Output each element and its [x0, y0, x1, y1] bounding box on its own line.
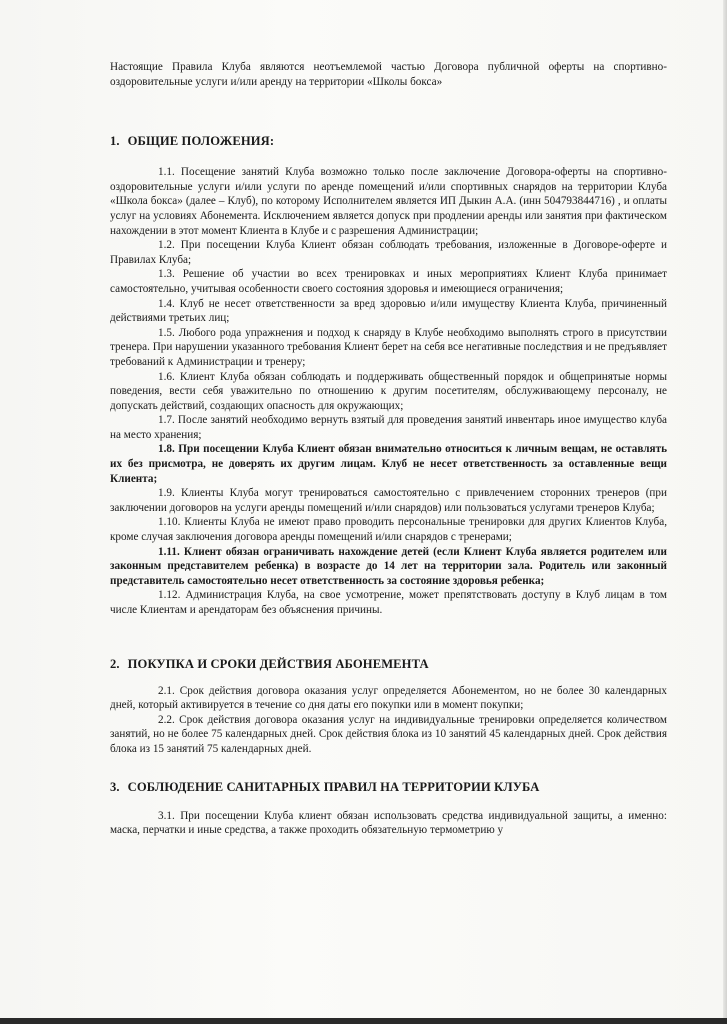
section-title: ОБЩИЕ ПОЛОЖЕНИЯ:	[127, 134, 275, 149]
clause-1-9: 1.9. Клиенты Клуба могут тренироваться самостоятельно с привлечением сторонних тренеров (при заключении договоров на услуги аренды помещений и/или снарядов) или пользоваться услугами тренеров Клуба;	[110, 487, 667, 514]
clause-2-1: 2.1. Срок действия договора оказания услуг определяется Абонементом, но не более 30 календарных дней, который активируется в течение со дня даты его покупки или в момент покупки;	[110, 684, 667, 712]
clause-1-2: 1.2. При посещении Клуба Клиент обязан соблюдать требования, изложенные в Договоре-оферте и Правилах Клуба;	[110, 239, 667, 266]
clause-1-1: 1.1. Посещение занятий Клуба возможно только после заключение Договора-оферты на спортивно-оздоровительные услуги и/или услуги по аренде помещений и/или спортивных снарядов на территории Клуба «Школа бокса» (далее – Клуб), по которому Исполнителем является ИП Дыкин А.А. (инн 504793844716) , и оплаты услуг на условиях Абонемента. Исключением является допуск при продлении аренды или занятия при фактическом нахождении в этот момент Клиента в Клубе и с разрешения Администрации;	[110, 166, 667, 237]
clause-1-4: 1.4. Клуб не несет ответственности за вред здоровью и/или имуществу Клиента Клуба, причиненный действиями третьих лиц;	[110, 297, 667, 325]
clause-1-12: 1.12. Администрация Клуба, на свое усмотрение, может препятствовать доступу в Клуб лицам в том числе Клиентам и арендаторам без объяснения причины.	[110, 589, 667, 616]
section-number: 2.	[110, 656, 120, 671]
section-heading	[110, 133, 667, 149]
section-sanitary-rules	[110, 779, 667, 838]
section-body	[110, 684, 667, 757]
clause-1-10: 1.10. Клиенты Клуба не имеют право проводить персональные тренировки для других Клиентов Клуба, кроме случая заключения договора аренды помещений и/или снарядов с тренерами;	[110, 516, 667, 544]
clause-3-1: 3.1. При посещении Клуба клиент обязан использовать средства индивидуальной защиты, а именно: маска, перчатки и иные средства, а также проходить обязательную термометрию у	[110, 809, 667, 837]
intro-paragraph: Настоящие Правила Клуба являются неотъемлемой частью Договора публичной оферты на спортивно-оздоровительные услуги и/или аренду на территории «Школы бокса»	[110, 61, 667, 88]
section-title: СОБЛЮДЕНИЕ САНИТАРНЫХ ПРАВИЛ НА ТЕРРИТОРИИ КЛУБА	[127, 779, 540, 794]
clause-1-7: 1.7. После занятий необходимо вернуть взятый для проведения занятий инвентарь иное имущество клуба на место хранения;	[110, 414, 667, 441]
clause-2-2: 2.2. Срок действия договора оказания услуг на индивидуальные тренировки определяется количеством занятий, но не более 75 календарных дней. Срок действия блока из 10 занятий 45 календарных дней. Срок действия блока из 15 занятий 75 календарных дней.	[110, 713, 667, 755]
section-title: ПОКУПКА И СРОКИ ДЕЙСТВИЯ АБОНЕМЕНТА	[127, 656, 429, 671]
section-number: 1.	[110, 134, 120, 149]
clause-1-5: 1.5. Любого рода упражнения и подход к снаряду в Клубе необходимо выполнять строго в присутствии тренера. При нарушении указанного требования Клиент берет на себя все негативные последствия и не предъявляет требований к Администрации и тренеру;	[110, 326, 667, 368]
section-heading	[110, 779, 667, 795]
section-heading	[110, 656, 667, 672]
clause-1-8: 1.8. При посещении Клуба Клиент обязан внимательно относиться к личным вещам, не оставлять их без присмотра, не доверять их другим лицам. Клуб не несет ответственность за оставленные вещи Клиента;	[110, 443, 667, 485]
section-subscription	[110, 656, 667, 757]
page-edge-shadow	[723, 0, 727, 1024]
section-body	[110, 809, 667, 838]
section-body	[110, 165, 667, 617]
clause-1-11: 1.11. Клиент обязан ограничивать нахождение детей (если Клиент Клуба является родителем или законным представителем ребенка) в возрасте до 14 лет на территории зала. Родитель или законный представитель самостоятельно несет ответственность за состояние здоровья ребенка;	[110, 545, 667, 587]
clause-1-6: 1.6. Клиент Клуба обязан соблюдать и поддерживать общественный порядок и общепринятые нормы поведения, вести себя уважительно по отношению к другим посетителям, обслуживающему персоналу, не допускать действий, создающих опасность для окружающих;	[110, 370, 667, 412]
clause-1-3: 1.3. Решение об участии во всех тренировках и иных мероприятиях Клиент Клуба принимает самостоятельно, учитывая особенности своего состояния здоровья и имеющиеся ограничения;	[110, 268, 667, 295]
section-general-provisions	[110, 133, 667, 617]
section-number: 3.	[110, 779, 120, 794]
